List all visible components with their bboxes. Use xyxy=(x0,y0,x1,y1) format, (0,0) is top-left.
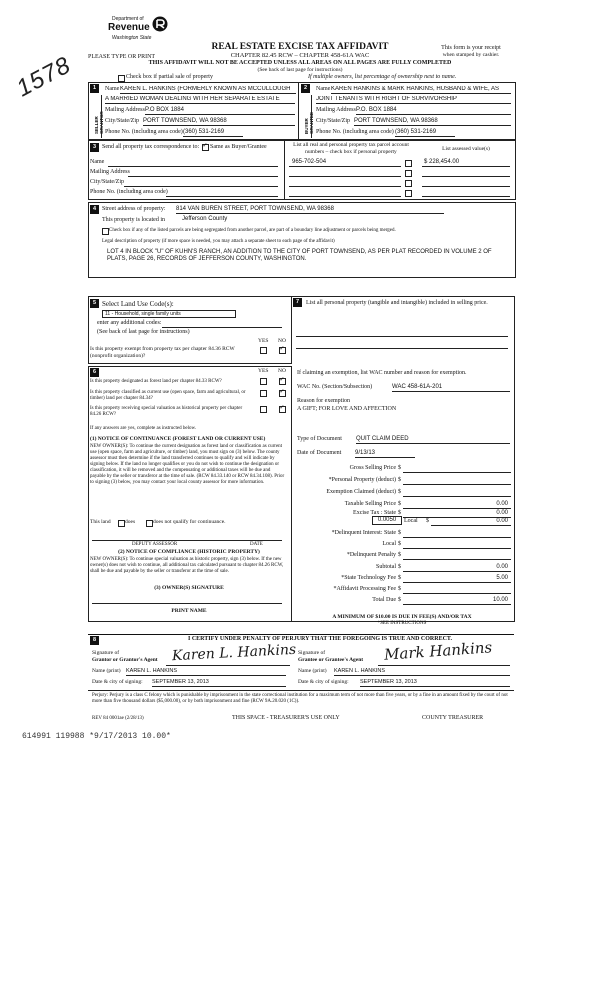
parcel-4-personal-checkbox[interactable] xyxy=(405,190,412,197)
subtotal-label: Subtotal xyxy=(375,564,396,570)
exemption-claim-label: If claiming an exemption, list WAC number and reason for exemption. xyxy=(297,370,467,376)
delinquent-interest-state-label: *Delinquent Interest: State xyxy=(331,530,396,536)
excise-tax-local-value: 0.00 xyxy=(496,518,508,524)
forest-question: Is this property designated as forest land per chapter 84.33 RCW? xyxy=(90,379,222,384)
partial-sale-checkbox[interactable] xyxy=(118,75,125,82)
section-8-number: 8 xyxy=(90,636,99,645)
current-use-yes-checkbox[interactable] xyxy=(260,390,267,397)
forest-no-checkbox[interactable] xyxy=(279,378,286,385)
grantee-signature-label: Signature of Grantee or Grantee's Agent xyxy=(298,650,364,663)
parcel-2-personal-checkbox[interactable] xyxy=(405,170,412,177)
partial-sale-label: Check box if partial sale of property xyxy=(126,74,213,80)
multiple-owners-note: If multiple owners, list percentage of ownership next to name. xyxy=(308,74,457,80)
seller-name-cont: A MARRIED WOMAN DEALING WITH HER SEPARATE ESTATE xyxy=(105,96,295,104)
section-4-number: 4 xyxy=(90,205,99,214)
document-date: 9/13/13 xyxy=(355,450,415,458)
personal-property-deduct-currency: $ xyxy=(398,477,401,483)
buyer-name-label: Name xyxy=(316,86,331,92)
section-6-no: NO xyxy=(278,368,286,374)
state-technology-fee-value: 5.00 xyxy=(496,575,508,581)
legal-label: Legal description of property (if more space is needed, you may attach a separate sheet to each page of the affidavit) xyxy=(102,239,335,244)
corr-name-label: Name xyxy=(90,159,105,165)
section-6-yes: YES xyxy=(258,368,269,374)
perjury-statement: Perjury: Perjury is a class C felony which is punishable by imprisonment in the state correctional institution for a maximum term of not more than five years, or by a fine in an amount fixed by the court of not more than five thousand dollars ($5,000.00), or by both imprisonment and fine (RCW 9A.20.020 (1C)). xyxy=(92,693,508,704)
located-label: This property is located in xyxy=(102,217,165,223)
see-back-note: (See back of last page for instructions) xyxy=(257,67,343,73)
treasurer-space-label: THIS SPACE - TREASURER'S USE ONLY xyxy=(232,715,340,721)
print-name-label: PRINT NAME xyxy=(171,608,207,614)
corr-city-label: City/State/Zip xyxy=(90,179,124,185)
personal-property-label: List all personal property (tangible and intangible) included in selling price. xyxy=(306,300,488,306)
exempt-question: Is this property exempt from property tax per chapter 84.36 RCW (nonprofit organization)? xyxy=(90,346,235,359)
same-as-buyer-checkbox[interactable] xyxy=(202,144,209,151)
buyer-name-cont: JOINT TENANTS WITH RIGHT OF SURVIVORSHIP xyxy=(316,96,511,104)
grantor-signature-label: Signature of Grantor or Grantor's Agent xyxy=(92,650,158,663)
excise-tax-state-value: 0.00 xyxy=(496,510,508,516)
same-as-buyer-label: Same as Buyer/Grantee xyxy=(210,144,267,150)
grantor-name-label: Name (print) xyxy=(92,668,121,674)
buyer-mailing-label: Mailing Address xyxy=(316,107,356,113)
section-7-number: 7 xyxy=(293,298,302,307)
seller-mailing: P.O BOX 1884 xyxy=(145,107,295,115)
minimum-due-note: A MINIMUM OF $10.00 IS DUE IN FEE(S) AND/OR TAX xyxy=(332,614,472,620)
personal-property-deduct-label: *Personal Property (deduct) xyxy=(328,477,396,483)
does-not-qualify-checkbox[interactable] xyxy=(146,520,153,527)
taxable-selling-price-value: 0.00 xyxy=(496,501,508,507)
section-1-number: 1 xyxy=(90,84,99,93)
buyer-name: KAREN HANKINS & MARK HANKINS, HUSBAND & WIFE, AS xyxy=(331,86,511,94)
receipt-stamp: 614991 119988 *9/17/2013 10.00* xyxy=(22,732,171,741)
corr-mailing-label: Mailing Address xyxy=(90,169,130,175)
county: Jefferson County xyxy=(182,216,228,222)
current-use-question: Is this property classified as current use (open space, farm and agricultural, or timber) land per chapter 84.34? xyxy=(90,390,246,401)
form-warning: THIS AFFIDAVIT WILL NOT BE ACCEPTED UNLESS ALL AREAS ON ALL PAGES ARE FULLY COMPLETED xyxy=(148,60,452,66)
owner-signature-label: (3) OWNER(S) SIGNATURE xyxy=(154,585,224,591)
parcel-3-personal-checkbox[interactable] xyxy=(405,180,412,187)
assessed-header: List assessed value(s) xyxy=(442,146,490,152)
form-title: REAL ESTATE EXCISE TAX AFFIDAVIT xyxy=(211,42,389,52)
document-type: QUIT CLAIM DEED xyxy=(356,436,510,444)
delinquent-penalty-currency: $ xyxy=(398,552,401,558)
grantee-signature: Mark Hankins xyxy=(383,638,493,664)
delinquent-interest-state-currency: $ xyxy=(398,530,401,536)
section-5-yes: YES xyxy=(258,338,269,344)
section-7-box xyxy=(290,296,515,622)
wac-label: WAC No. (Section/Subsection) xyxy=(297,384,373,390)
section-2-number: 2 xyxy=(301,84,310,93)
historic-question: Is this property receiving special valuation as historical property per chapter 84.26 RCW? xyxy=(90,406,243,417)
local-rate: 0.0050 xyxy=(372,516,402,525)
exemption-claimed-deduct-currency: $ xyxy=(398,489,401,495)
grantee-date: SEPTEMBER 13, 2013 xyxy=(360,679,510,687)
delinquent-penalty-label: *Delinquent Penalty xyxy=(346,552,396,558)
section-3-number: 3 xyxy=(90,143,99,152)
exempt-yes-checkbox[interactable] xyxy=(260,347,267,354)
total-due-currency: $ xyxy=(398,597,401,603)
excise-tax-local-currency: $ xyxy=(426,518,429,524)
total-due-value: 10.00 xyxy=(492,597,508,603)
grantee-date-label: Date & city of signing: xyxy=(298,679,349,685)
see-instructions-note: *SEE INSTRUCTIONS xyxy=(377,621,427,626)
type-or-print: PLEASE TYPE OR PRINT xyxy=(88,54,156,60)
county-treasurer-label: COUNTY TREASURER xyxy=(422,715,484,721)
seller-phone: (360) 531-2169 xyxy=(183,129,243,137)
street-address: 814 VAN BUREN STREET, PORT TOWNSEND, WA 98368 xyxy=(176,206,444,214)
land-use-code: 11 - Household, single family units xyxy=(102,310,236,318)
exemption-reason: A GIFT; FOR LOVE AND AFFECTION xyxy=(297,406,397,412)
parcel-number: 965-702-504 xyxy=(292,159,327,165)
buyer-city: PORT TOWNSEND, WA 98368 xyxy=(354,118,511,126)
document-date-label: Date of Document xyxy=(297,450,342,456)
section-6-number: 6 xyxy=(90,368,99,377)
seller-city-label: City/State/Zip xyxy=(105,118,139,124)
taxable-selling-price-label: Taxable Selling Price xyxy=(344,501,396,507)
assessed-value: $ 228,454.00 xyxy=(424,159,460,165)
seller-vertical-label: SELLER GRANTOR xyxy=(94,111,104,134)
parcel-header: List all real and personal property tax parcel account numbers – check box if personal property xyxy=(293,142,409,155)
grantor-name: KAREN L. HANKINS xyxy=(126,668,286,676)
land-use-label: Select Land Use Code(s): xyxy=(102,300,174,308)
buyer-phone: (360) 531-2169 xyxy=(395,129,455,137)
street-label: Street address of property: xyxy=(102,206,166,212)
additional-codes-label: enter any additional codes: xyxy=(97,320,162,326)
grantor-signature: Karen L. Hankins xyxy=(171,641,297,665)
state-technology-fee-label: *State Technology Fee xyxy=(341,575,396,581)
receipt-note: This form is your receipt when stamped by cashier. xyxy=(441,45,501,58)
notice-1-text: NEW OWNER(S): To continue the current designation as forest land or classification as current use (open space, farm and agriculture, or timber) land, you must sign on (3) below. The county assessor must then determine if the land transferred continues to qualify and will indicate by signing below. If the land no longer qualifies or you do not wish to continue the designation or classification, it will be removed and the compensating or additional taxes will be due and payable by the seller or transferor at the time of sale. (RCW 84.33.140 or RCW 84.34.108). Prior to signing (3) below, you may contact your local county assessor for more information. xyxy=(90,444,285,485)
does-qualify-checkbox[interactable] xyxy=(118,520,125,527)
document-type-label: Type of Document xyxy=(297,436,342,442)
exempt-no-checkbox[interactable] xyxy=(279,347,286,354)
seller-phone-label: Phone No. (including area code) xyxy=(105,129,183,135)
excise-tax-local-label: Local xyxy=(404,518,418,524)
notice-2-title: (2) NOTICE OF COMPLIANCE (HISTORIC PROPERTY) xyxy=(118,549,260,555)
segregated-checkbox[interactable] xyxy=(102,228,109,235)
any-yes-note: If any answers are yes, complete as instructed below. xyxy=(90,426,197,431)
gross-selling-price-currency: $ xyxy=(398,465,401,471)
deputy-assessor-label: DEPUTY ASSESSOR xyxy=(132,542,178,547)
does-not-label: does not qualify for continuance. xyxy=(153,519,226,525)
total-due-label: Total Due xyxy=(372,597,396,603)
buyer-phone-label: Phone No. (including area code) xyxy=(316,129,394,135)
excise-tax-state-currency: $ xyxy=(398,510,401,516)
this-land-label: This land xyxy=(90,519,111,525)
exemption-reason-label: Reason for exemption xyxy=(297,398,350,404)
state-technology-fee-currency: $ xyxy=(398,575,401,581)
historic-no-checkbox[interactable] xyxy=(279,406,286,413)
current-use-no-checkbox[interactable] xyxy=(279,390,286,397)
section-5-no: NO xyxy=(278,338,286,344)
form-chapter: CHAPTER 82.45 RCW – CHAPTER 458-61A WAC xyxy=(230,52,370,59)
grantee-name-label: Name (print) xyxy=(298,668,327,674)
affidavit-processing-fee-currency: $ xyxy=(398,586,401,592)
delinquent-interest-local-currency: $ xyxy=(398,541,401,547)
dor-logo: Department of Revenue Washington State xyxy=(108,14,168,48)
excise-tax-state-label: Excise Tax : State xyxy=(353,510,396,516)
seller-name: KAREN L. HANKINS (FORMERLY KNOWN AS MCCULLOUGH xyxy=(120,86,296,94)
historic-yes-checkbox[interactable] xyxy=(260,406,267,413)
grantee-name: KAREN L. HANKINS xyxy=(334,668,510,676)
corr-phone-label: Phone No. (including area code) xyxy=(90,189,168,195)
grantor-date: SEPTEMBER 13, 2013 xyxy=(152,679,286,687)
certify-statement: I CERTIFY UNDER PENALTY OF PERJURY THAT THE FOREGOING IS TRUE AND CORRECT. xyxy=(187,636,452,642)
affidavit-processing-fee-label: *Affidavit Processing Fee xyxy=(333,586,396,592)
seller-name-label: Name xyxy=(105,86,120,92)
section-5-number: 5 xyxy=(90,299,99,308)
revenue-logo-icon xyxy=(152,16,168,32)
exemption-claimed-deduct-label: Exemption Claimed (deduct) xyxy=(326,489,396,495)
segregated-note: Check box if any of the listed parcels are being segregated from another parcel, are part of a boundary line adjustment or parcels being merged. xyxy=(109,228,396,233)
form-revision: REV 84 0001ae (2/28/13) xyxy=(92,716,144,721)
subtotal-currency: $ xyxy=(398,564,401,570)
does-label: does xyxy=(125,519,136,525)
seller-city: PORT TOWNSEND, WA 98368 xyxy=(143,118,295,126)
section-5-see-back: (See back of last page for instructions) xyxy=(97,329,190,335)
section-6-box xyxy=(88,366,292,622)
buyer-city-label: City/State/Zip xyxy=(316,118,350,124)
notice-1-title: (1) NOTICE OF CONTINUANCE (FOREST LAND OR CURRENT USE) xyxy=(90,436,266,442)
notice-2-text: NEW OWNER(S): To continue special valuation as historic property, sign (3) below. If the new owner(s) does not wish to continue, all additional tax calculated pursuant to chapter 84.26 RCW, shall be due and payable by the seller or transferor at the time of sale. xyxy=(90,557,284,574)
seller-mailing-label: Mailing Address xyxy=(105,107,145,113)
delinquent-interest-local-label: Local xyxy=(382,541,396,547)
subtotal-value: 0.00 xyxy=(496,564,508,570)
grantor-date-label: Date & city of signing: xyxy=(92,679,143,685)
forest-yes-checkbox[interactable] xyxy=(260,378,267,385)
buyer-mailing: P.O. BOX 1884 xyxy=(356,107,511,115)
parcel-1-personal-checkbox[interactable] xyxy=(405,160,412,167)
legal-description: LOT 4 IN BLOCK "U" OF KUHN'S RANCH, AN ADDITION TO THE CITY OF PORT TOWNSEND, AS PER PLAT RECORDED IN VOLUME 2 OF PLATS, PAGE 26, RECORDS OF JEFFERSON COUNTY, WASHINGTON. xyxy=(107,249,492,262)
deputy-date-label: DATE xyxy=(250,542,263,547)
handwritten-annotation: 1578 xyxy=(12,51,76,103)
taxable-selling-price-currency: $ xyxy=(398,501,401,507)
wac-number: WAC 458-61A-201 xyxy=(392,384,510,392)
send-correspondence-label: Send all property tax correspondence to: xyxy=(102,144,200,150)
buyer-vertical-label: BUYER GRANTEE xyxy=(304,111,314,134)
gross-selling-price-label: Gross Selling Price xyxy=(349,465,396,471)
